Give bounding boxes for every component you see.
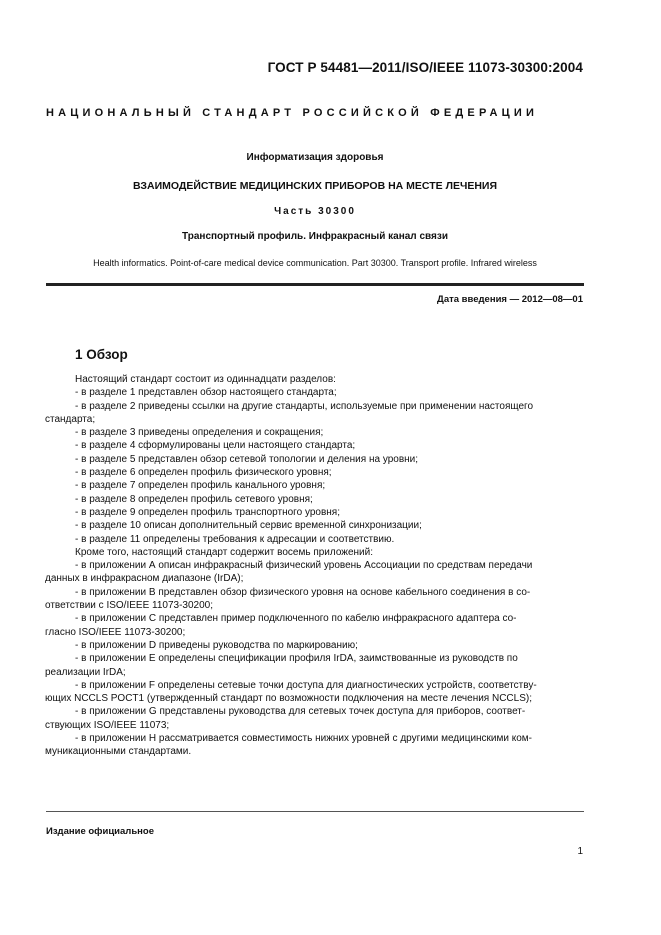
body-line: данных в инфракрасном диапазоне (IrDA); [45, 573, 244, 585]
body-line: ответствии с ISO/IEEE 11073-30200; [45, 600, 213, 612]
body-line: - в приложении D приведены руководства по маркированию; [75, 639, 358, 651]
body-line: - в приложении С представлен пример подключенного по кабелю инфракрасного адаптера со- [75, 613, 517, 625]
body-line: - в разделе 1 представлен обзор настоящего стандарта; [75, 387, 337, 399]
national-standard-title: НАЦИОНАЛЬНЫЙ СТАНДАРТ РОССИЙСКОЙ ФЕДЕРАЦИИ [46, 107, 539, 119]
section-body [45, 373, 584, 759]
body-line: гласно ISO/IEEE 11073-30200; [45, 626, 186, 638]
body-line: ствующих ISO/IEEE 11073; [45, 719, 170, 731]
header-divider [46, 283, 584, 286]
gost-code: ГОСТ Р 54481—2011/ISO/IEEE 11073-30300:2004 [267, 60, 583, 75]
body-line: Настоящий стандарт состоит из одиннадцати разделов: [75, 374, 336, 385]
body-line: - в разделе 7 определен профиль канального уровня; [75, 480, 326, 492]
body-line: - в разделе 11 определены требования к адресации и соответствию. [75, 533, 395, 545]
body-line: - в приложении G представлены руководства для сетевых точек доступа для приборов, соответ- [75, 706, 526, 718]
edition-label: Издание официальное [46, 826, 154, 837]
body-line: - в разделе 3 приведены определения и сокращения; [75, 427, 324, 439]
body-line: - в разделе 2 приведены ссылки на другие стандарты, используемые при применении настоящего [75, 400, 534, 412]
part-number: Часть 30300 [274, 206, 356, 217]
page-number: 1 [577, 846, 583, 857]
body-line: реализации IrDA; [45, 666, 126, 678]
introduction-date: Дата введения — 2012—08—01 [437, 294, 583, 305]
english-title: Health informatics. Point-of-care medical device communication. Part 30300. Transport profile. Infrared wireless [93, 258, 537, 268]
body-line: - в разделе 8 определен профиль сетевого уровня; [75, 493, 313, 505]
body-line: - в приложении Н рассматривается совместимость нижних уровней с другими медицинскими ком- [75, 733, 533, 745]
body-line: - в разделе 5 представлен обзор сетевой топологии и деления на уровни; [75, 453, 419, 465]
body-line: муникационными стандартами. [45, 746, 192, 758]
body-line: ющих NCCLS POCT1 (утвержденный стандарт по возможности подключения на месте лечения NCCLS); [45, 693, 532, 705]
body-line: - в разделе 9 определен профиль транспортного уровня; [75, 506, 340, 518]
part-title: Транспортный профиль. Инфракрасный канал связи [182, 231, 448, 242]
body-line: - в разделе 6 определен профиль физического уровня; [75, 467, 332, 479]
body-line: Кроме того, настоящий стандарт содержит восемь приложений: [75, 546, 374, 558]
main-title: ВЗАИМОДЕЙСТВИЕ МЕДИЦИНСКИХ ПРИБОРОВ НА МЕСТЕ ЛЕЧЕНИЯ [132, 180, 498, 192]
body-line: - в разделе 4 сформулированы цели настоящего стандарта; [75, 440, 356, 452]
body-line: - в приложении Е определены спецификации профиля IrDA, заимствованные из руководств по [75, 653, 518, 665]
subject-title: Информатизация здоровья [246, 152, 384, 163]
body-line: - в разделе 10 описан дополнительный сервис временной синхронизации; [75, 520, 422, 532]
footer-divider [46, 811, 584, 812]
body-line: - в приложении А описан инфракрасный физический уровень Ассоциации по средствам передачи [75, 560, 533, 572]
section-heading: 1 Обзор [75, 347, 128, 362]
body-line: - в приложении В представлен обзор физического уровня на основе кабельного соединения в со- [75, 586, 531, 598]
body-line: стандарта; [45, 413, 96, 425]
body-line: - в приложении F определены сетевые точки доступа для диагностических устройств, соответству- [75, 679, 537, 691]
